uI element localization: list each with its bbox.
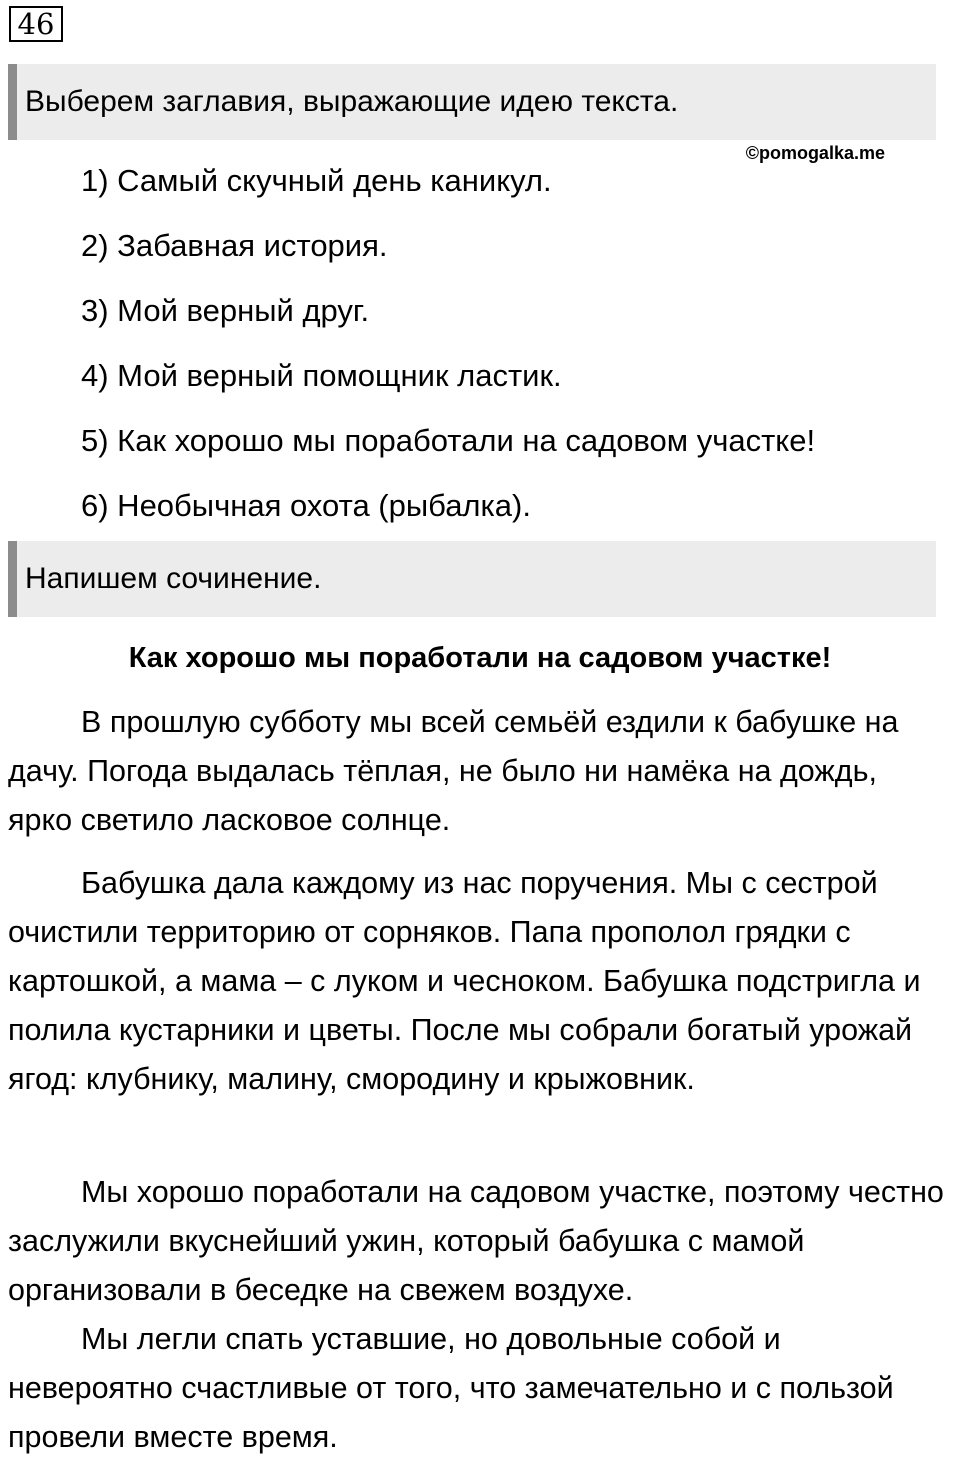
title-option: 5) Как хорошо мы поработали на садовом участке! [81, 423, 816, 458]
task-header-essay [8, 541, 936, 617]
page-number: 46 [9, 6, 63, 42]
essay-paragraph: Мы хорошо поработали на садовом участке, поэтому честно заслужили вкуснейший ужин, который бабушка с мамой организовали в беседке на свежем воздухе. [8, 1175, 944, 1307]
essay-title: Как хорошо мы поработали на садовом участке! [128, 642, 832, 674]
title-option: 4) Мой верный помощник ластик. [81, 358, 562, 393]
task-header-essay-text: Напишем сочинение. [25, 562, 322, 595]
task-header-titles [8, 64, 936, 140]
essay-paragraph: Бабушка дала каждому из нас поручения. Мы с сестрой очистили территорию от сорняков. Папа прополол грядки с картошкой, а мама – с луком и чесноком. Бабушка подстригла и полила кустарники и цветы. После мы собрали богатый урожай ягод: клубнику, малину, смородину и крыжовник. [8, 866, 921, 1096]
watermark: ©pomogalka.me [745, 143, 885, 163]
title-option: 1) Самый скучный день каникул. [81, 163, 552, 198]
task-header-titles-text: Выберем заглавия, выражающие идею текста. [25, 85, 679, 118]
essay-paragraph: В прошлую субботу мы всей семьёй ездили к бабушке на дачу. Погода выдалась тёплая, не было ни намёка на дождь, ярко светило ласковое солнце. [8, 705, 899, 837]
title-options-list [81, 160, 815, 550]
title-option: 3) Мой верный друг. [81, 293, 370, 328]
title-option: 6) Необычная охота (рыбалка). [81, 488, 531, 523]
title-option: 2) Забавная история. [81, 228, 388, 263]
essay-paragraph: Мы легли спать уставшие, но довольные собой и невероятно счастливые от того, что замечательно и с пользой провели вместе время. [8, 1322, 894, 1454]
